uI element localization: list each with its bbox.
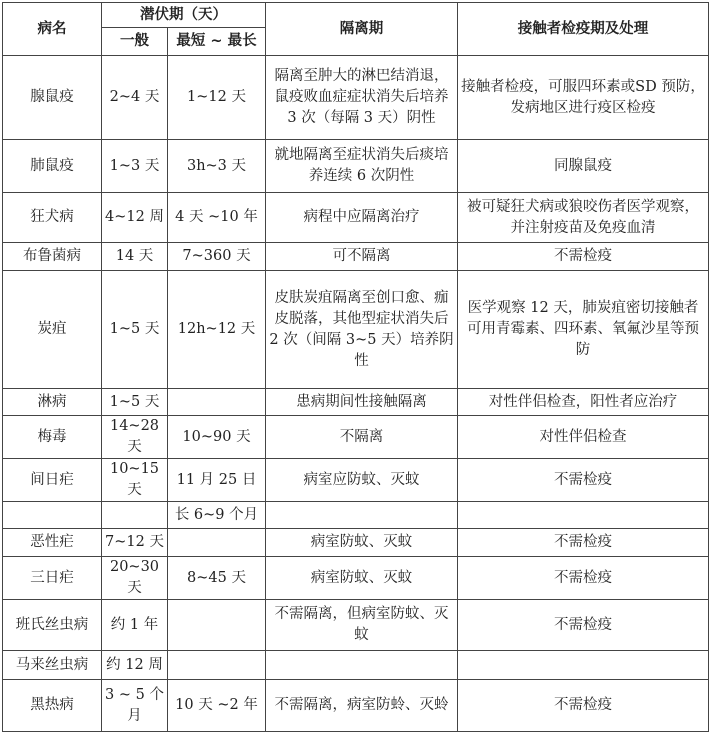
header-contact: 接触者检疫期及处理 xyxy=(458,3,709,56)
cell-isolation: 患病期间性接触隔离 xyxy=(266,389,458,416)
table-row xyxy=(3,140,709,193)
header-range: 最短 ~ 最长 xyxy=(168,28,266,56)
header-general: 一般 xyxy=(102,28,168,56)
cell-contact xyxy=(458,502,709,529)
table-row xyxy=(3,243,709,271)
cell-range: 4 天 ~10 年 xyxy=(168,193,266,243)
cell-isolation: 不需隔离，但病室防蚊、灭蚊 xyxy=(266,600,458,651)
table-row xyxy=(3,271,709,389)
cell-contact: 同腺鼠疫 xyxy=(458,140,709,193)
cell-contact: 不需检疫 xyxy=(458,459,709,502)
cell-general xyxy=(102,502,168,529)
cell-isolation: 病室防蚊、灭蚊 xyxy=(266,529,458,557)
cell-isolation: 病室应防蚊、灭蚊 xyxy=(266,459,458,502)
cell-range xyxy=(168,389,266,416)
cell-isolation: 病程中应隔离治疗 xyxy=(266,193,458,243)
cell-name: 间日疟 xyxy=(3,459,102,502)
cell-name: 梅毒 xyxy=(3,416,102,459)
cell-isolation: 隔离至肿大的淋巴结消退，鼠疫败血症症状消失后培养 3 次（每隔 3 天）阴性 xyxy=(266,56,458,140)
table-row xyxy=(3,389,709,416)
cell-general: 4~12 周 xyxy=(102,193,168,243)
table-row xyxy=(3,459,709,502)
cell-general: 10~15 天 xyxy=(102,459,168,502)
cell-name xyxy=(3,502,102,529)
cell-range xyxy=(168,600,266,651)
cell-contact: 对性伴侣检查，阳性者应治疗 xyxy=(458,389,709,416)
cell-name: 肺鼠疫 xyxy=(3,140,102,193)
cell-name: 班氏丝虫病 xyxy=(3,600,102,651)
cell-range: 7~360 天 xyxy=(168,243,266,271)
table-row xyxy=(3,529,709,557)
cell-general: 3 ~ 5 个月 xyxy=(102,680,168,732)
cell-name: 狂犬病 xyxy=(3,193,102,243)
header-incubation: 潜伏期（天） xyxy=(102,3,266,28)
cell-general: 14 天 xyxy=(102,243,168,271)
cell-name: 炭疽 xyxy=(3,271,102,389)
cell-name: 三日疟 xyxy=(3,557,102,600)
header-disease: 病名 xyxy=(3,3,102,56)
table-row xyxy=(3,502,709,529)
cell-isolation: 皮肤炭疽隔离至创口愈、痂皮脱落，其他型症状消失后 2 次（间隔 3~5 天）培养阴性 xyxy=(266,271,458,389)
cell-range: 11 月 25 日 xyxy=(168,459,266,502)
cell-general: 约 12 周 xyxy=(102,651,168,680)
cell-contact: 不需检疫 xyxy=(458,243,709,271)
header-isolation: 隔离期 xyxy=(266,3,458,56)
cell-isolation xyxy=(266,502,458,529)
cell-general: 14~28 天 xyxy=(102,416,168,459)
cell-general: 1~5 天 xyxy=(102,271,168,389)
cell-general: 1~3 天 xyxy=(102,140,168,193)
table-row xyxy=(3,193,709,243)
table-row xyxy=(3,600,709,651)
cell-name: 布鲁菌病 xyxy=(3,243,102,271)
cell-name: 马来丝虫病 xyxy=(3,651,102,680)
header-row-1 xyxy=(3,3,709,28)
cell-range: 8~45 天 xyxy=(168,557,266,600)
table-row xyxy=(3,651,709,680)
cell-contact xyxy=(458,651,709,680)
cell-contact: 不需检疫 xyxy=(458,557,709,600)
cell-general: 7~12 天 xyxy=(102,529,168,557)
cell-general: 1~5 天 xyxy=(102,389,168,416)
cell-range xyxy=(168,651,266,680)
table-row xyxy=(3,557,709,600)
cell-name: 黑热病 xyxy=(3,680,102,732)
cell-isolation: 可不隔离 xyxy=(266,243,458,271)
table-row xyxy=(3,680,709,732)
cell-general: 2~4 天 xyxy=(102,56,168,140)
cell-contact: 不需检疫 xyxy=(458,680,709,732)
cell-general: 20~30 天 xyxy=(102,557,168,600)
cell-range xyxy=(168,529,266,557)
cell-range: 12h~12 天 xyxy=(168,271,266,389)
cell-isolation: 不需隔离，病室防蛉、灭蛉 xyxy=(266,680,458,732)
table-row xyxy=(3,56,709,140)
cell-range: 3h~3 天 xyxy=(168,140,266,193)
cell-isolation: 不隔离 xyxy=(266,416,458,459)
cell-contact: 对性伴侣检查 xyxy=(458,416,709,459)
cell-range: 10 天 ~2 年 xyxy=(168,680,266,732)
cell-name: 淋病 xyxy=(3,389,102,416)
cell-isolation xyxy=(266,651,458,680)
cell-name: 腺鼠疫 xyxy=(3,56,102,140)
cell-range: 10~90 天 xyxy=(168,416,266,459)
cell-name: 恶性疟 xyxy=(3,529,102,557)
cell-contact: 接触者检疫，可服四环素或SD 预防，发病地区进行疫区检疫 xyxy=(458,56,709,140)
cell-isolation: 病室防蚊、灭蚊 xyxy=(266,557,458,600)
cell-contact: 被可疑狂犬病或狼咬伤者医学观察，并注射疫苗及免疫血清 xyxy=(458,193,709,243)
cell-contact: 不需检疫 xyxy=(458,529,709,557)
cell-general: 约 1 年 xyxy=(102,600,168,651)
cell-isolation: 就地隔离至症状消失后痰培养连续 6 次阴性 xyxy=(266,140,458,193)
table-row xyxy=(3,416,709,459)
cell-range: 长 6~9 个月 xyxy=(168,502,266,529)
cell-contact: 不需检疫 xyxy=(458,600,709,651)
cell-contact: 医学观察 12 天，肺炭疽密切接触者可用青霉素、四环素、氧氟沙星等预防 xyxy=(458,271,709,389)
cell-range: 1~12 天 xyxy=(168,56,266,140)
disease-table xyxy=(2,2,709,732)
